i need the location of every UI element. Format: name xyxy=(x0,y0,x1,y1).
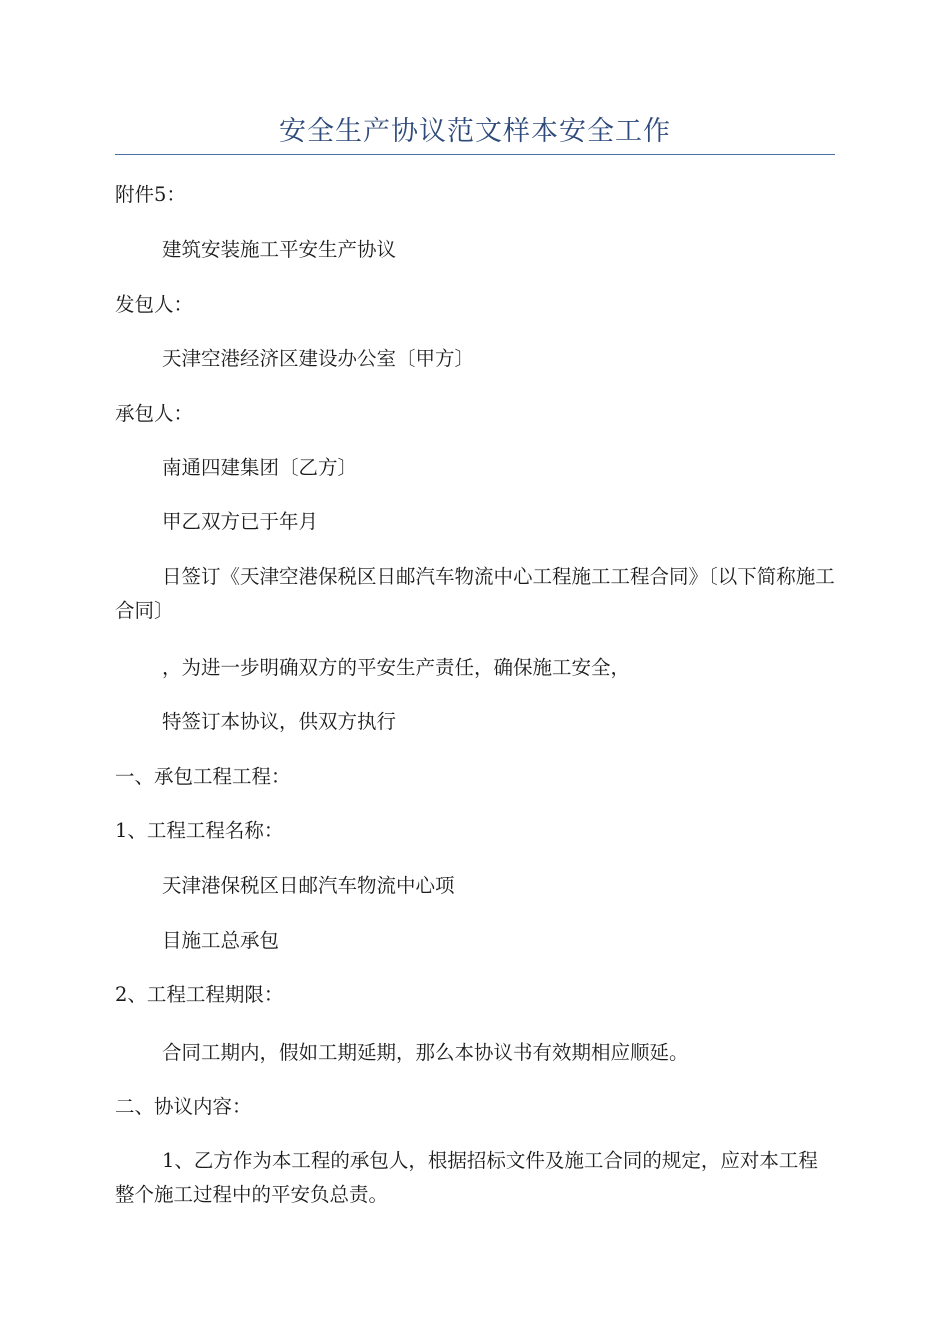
item-project-period-label: 2、工程工程期限： xyxy=(115,983,284,1006)
paragraph-execution: 特签订本协议，供双方执行 xyxy=(162,710,397,733)
paragraph-attachment: 附件5： xyxy=(115,183,186,206)
paragraph-project-period: 合同工期内，假如工期延期，那么本协议书有效期相应顺延。 xyxy=(162,1041,689,1064)
paragraph-contract-signing: 日签订《天津空港保税区日邮汽车物流中心工程施工工程合同》〔以下简称施工合同〕 xyxy=(115,565,835,622)
paragraph-clause-1: 1、乙方作为本工程的承包人，根据招标文件及施工合同的规定，应对本工程整个施工过程中的平安负总责。 xyxy=(115,1149,818,1206)
title-underline xyxy=(115,154,835,155)
paragraph-contractor-label: 承包人： xyxy=(115,402,194,425)
paragraph-date-line: 甲乙双方已于年月 xyxy=(162,510,319,533)
paragraph-agreement-name: 建筑安装施工平安生产协议 xyxy=(162,238,397,261)
section-heading-1: 一、承包工程工程： xyxy=(115,765,291,788)
paragraph-employer: 天津空港经济区建设办公室〔甲方〕 xyxy=(162,347,475,370)
item-project-name-label: 1、工程工程名称： xyxy=(115,819,284,842)
paragraph-purpose: ，为进一步明确双方的平安生产责任，确保施工安全， xyxy=(162,656,631,679)
paragraph-employer-label: 发包人： xyxy=(115,293,194,316)
paragraph-contractor: 南通四建集团〔乙方〕 xyxy=(162,456,358,479)
section-heading-2: 二、协议内容： xyxy=(115,1095,252,1118)
document-title: 安全生产协议范文样本安全工作 xyxy=(279,116,671,147)
paragraph-project-name-2: 目施工总承包 xyxy=(162,929,280,952)
paragraph-project-name-1: 天津港保税区日邮汽车物流中心项 xyxy=(162,874,455,897)
